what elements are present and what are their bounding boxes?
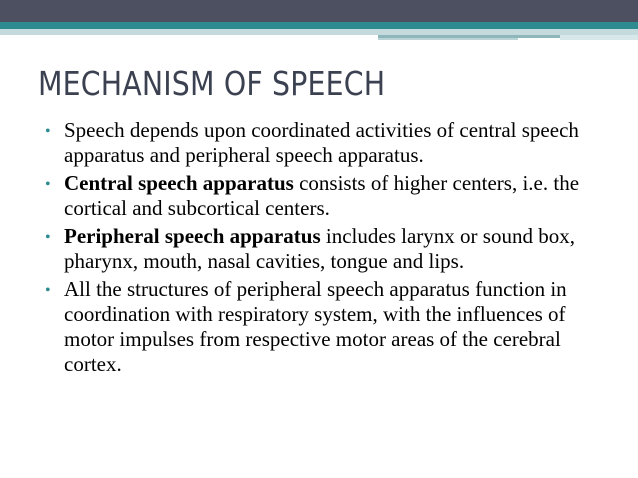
header-accent-stripe bbox=[0, 22, 638, 29]
bullet-dot-icon: • bbox=[45, 123, 51, 140]
bullet-text: consists of higher centers, i.e. the cortical and subcortical centers. bbox=[64, 171, 580, 220]
header-band bbox=[0, 0, 638, 22]
bullet-dot-icon: • bbox=[45, 229, 51, 246]
header-detail-stripe-thin bbox=[378, 38, 518, 40]
bullet-item bbox=[40, 118, 610, 168]
bullet-text: All the structures of peripheral speech apparatus function in coordination with respiratory system, with the influences of motor impulses from respective motor areas of the cerebral cortex. bbox=[64, 277, 567, 376]
bullet-item bbox=[40, 224, 610, 274]
bullet-item bbox=[40, 171, 610, 221]
bullet-dot-icon: • bbox=[45, 282, 51, 299]
bullet-item bbox=[40, 277, 610, 377]
bullet-text: includes larynx or sound box, pharynx, mouth, nasal cavities, tongue and lips. bbox=[64, 224, 575, 273]
slide-title: MECHANISM OF SPEECH bbox=[38, 64, 386, 103]
bullet-text: Speech depends upon coordinated activities of central speech apparatus and peripheral speech apparatus. bbox=[64, 118, 579, 167]
bullet-list bbox=[40, 118, 610, 380]
bullet-dot-icon: • bbox=[45, 176, 51, 193]
bullet-bold-text: Peripheral speech apparatus bbox=[64, 224, 321, 248]
header-detail-stripe-end bbox=[560, 35, 638, 40]
bullet-bold-text: Central speech apparatus bbox=[64, 171, 294, 195]
